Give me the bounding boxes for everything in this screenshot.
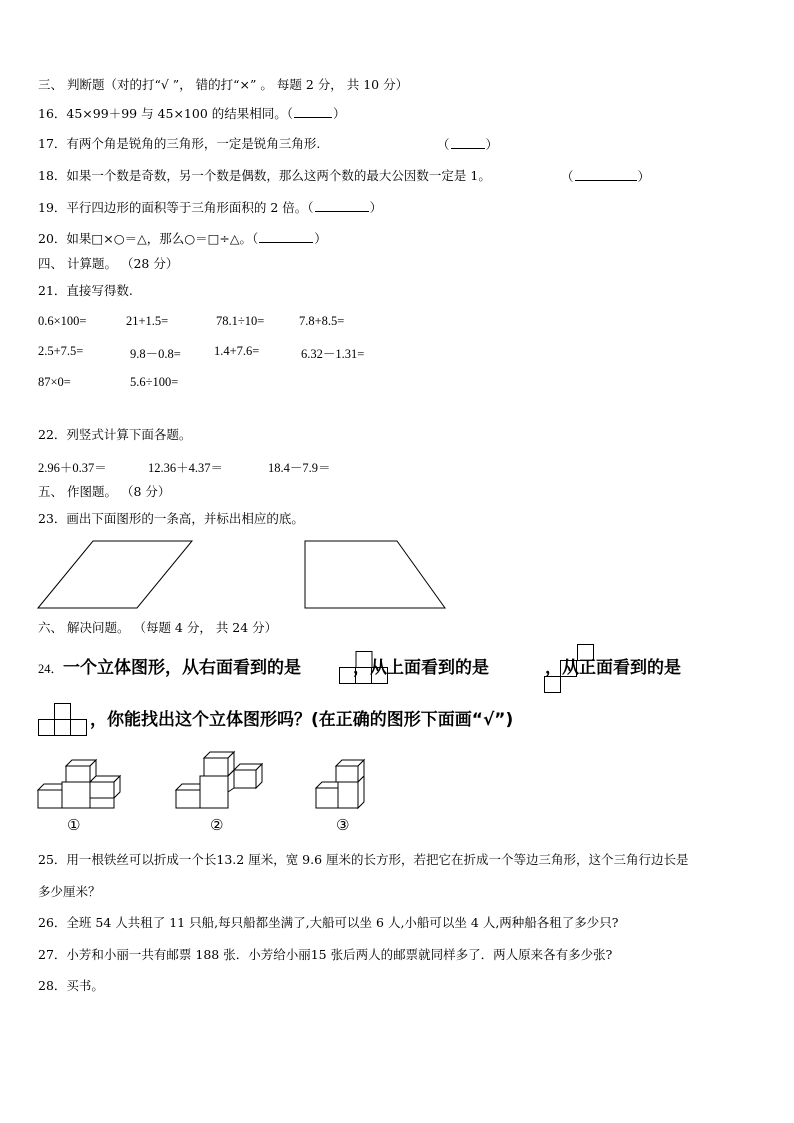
section-6-title: 六、 解决问题。 （每题 4 分， 共 24 分）: [38, 620, 278, 635]
q23-title: 23．画出下面图形的一条高，并标出相应的底。: [38, 511, 304, 526]
question-25-line-1: 25．用一根铁丝可以折成一个长13.2 厘米，宽 9.6 厘米的长方形，若把它在折成一个等边三角形，这个三角行边长是: [38, 852, 689, 867]
q21-title: 21．直接写得数.: [38, 283, 133, 298]
q21-item: 21+1.5=: [126, 314, 169, 328]
front-view-icon: [38, 703, 90, 737]
question-25-line-2: 多少厘米？: [38, 884, 101, 899]
solid-figure-option-2[interactable]: [176, 752, 266, 810]
q22-item: 2.96＋0.37＝: [38, 461, 107, 475]
question-26: 26．全班 54 人共租了 11 只船,每只船都坐满了,大船可以坐 6 人,小船可以坐 4 人,两种船各租了多少只?: [38, 915, 619, 930]
section-5-title: 五、 作图题。 （8 分）: [38, 484, 171, 499]
section-3-title: 三、 判断题（对的打“√ ”， 错的打“×” 。 每题 2 分， 共 10 分）: [38, 77, 409, 92]
option-1-label: ①: [67, 816, 81, 834]
q16-text: 16．45×99＋99 与 45×100 的结果相同。（: [38, 106, 294, 121]
q22-title: 22．列竖式计算下面各题。: [38, 427, 192, 442]
solid-figure-option-1[interactable]: [38, 752, 123, 810]
q22-item: 18.4－7.9＝: [268, 461, 331, 475]
q24-part-3: ，从正面看到的是: [545, 658, 682, 678]
q17-text: 17．有两个角是锐角的三角形，一定是锐角三角形.: [38, 136, 321, 151]
q21-item: 7.8+8.5=: [299, 314, 345, 328]
question-24-line-2: ，你能找出这个立体图形吗？(在正确的图形下面画“√”): [90, 710, 514, 730]
section-4-title: 四、 计算题。 （28 分）: [38, 256, 179, 271]
top-view-icon: [544, 644, 596, 694]
q17-close: ）: [485, 137, 499, 152]
q17-open: （: [437, 137, 450, 152]
q21-item: 9.8－0.8=: [130, 347, 181, 361]
q21-item: 1.4+7.6=: [214, 344, 260, 358]
q21-item: 6.32－1.31=: [301, 347, 365, 361]
question-28: 28．买书。: [38, 978, 104, 993]
q21-item: 2.5+7.5=: [38, 344, 84, 358]
option-2-label: ②: [210, 816, 224, 834]
q21-item: 78.1÷10=: [216, 314, 265, 328]
q18-open: （: [561, 169, 574, 184]
solid-figure-option-3[interactable]: [316, 760, 376, 810]
right-view-icon: [339, 651, 389, 685]
q24-number: 24．: [38, 662, 64, 676]
q16-close: ）: [333, 106, 346, 121]
q21-item: 5.6÷100=: [130, 375, 179, 389]
q22-item: 12.36＋4.37＝: [148, 461, 224, 475]
q20-text: 20．如果□×○＝△，那么○＝□÷△。（: [38, 231, 259, 246]
question-27: 27．小芳和小丽一共有邮票 188 张．小芳给小丽15 张后两人的邮票就同样多了．两人原来各有多少张?: [38, 947, 613, 962]
q24-part-2: ，从上面看到的是: [353, 658, 490, 678]
q18-close: ）: [637, 169, 651, 184]
q20-close: ）: [314, 231, 327, 246]
q18-text: 18．如果一个数是奇数，另一个数是偶数，那么这两个数的最大公因数一定是 1。: [38, 168, 491, 183]
q19-text: 19．平行四边形的面积等于三角形面积的 2 倍。（: [38, 200, 314, 215]
q21-item: 87×0=: [38, 375, 71, 389]
q19-close: ）: [369, 200, 383, 215]
option-3-label: ③: [336, 816, 350, 834]
q21-item: 0.6×100=: [38, 314, 87, 328]
q24-part-1: 一个立体图形，从右面看到的是: [63, 658, 302, 678]
